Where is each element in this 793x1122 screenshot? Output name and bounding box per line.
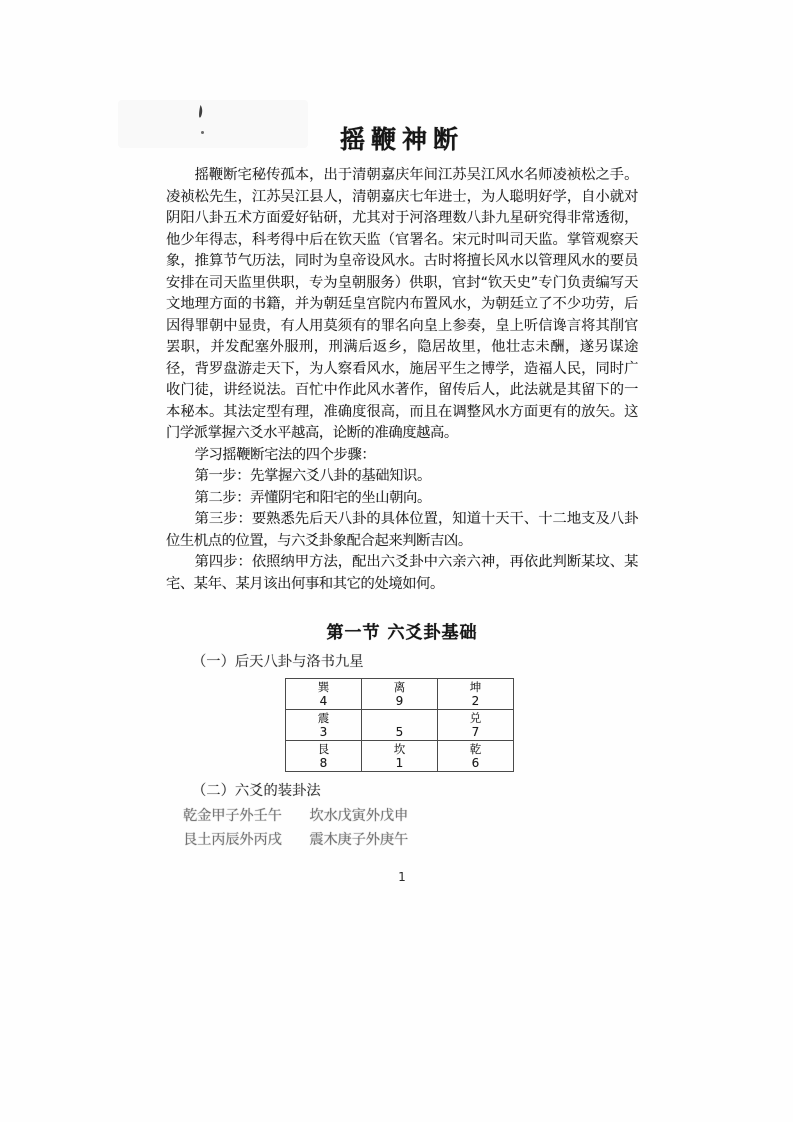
page-number: 1	[398, 870, 406, 884]
najia-formula: 震木庚子外庚午	[309, 832, 409, 848]
subsection-label-1: （一）后天八卦与洛书九星	[192, 654, 364, 670]
gua-number: 7	[471, 724, 480, 739]
subsection-label-2: （二）六爻的装卦法	[192, 783, 321, 799]
gua-name: 坤	[469, 679, 482, 694]
step-item-1: 第一步：先掌握六爻八卦的基础知识。	[194, 468, 431, 484]
gua-name: 离	[393, 679, 406, 694]
table-cell-li	[362, 679, 438, 710]
gua-name	[362, 712, 437, 725]
najia-line-2	[183, 833, 638, 848]
gua-number: 4	[319, 693, 328, 708]
table-cell-xun	[286, 679, 362, 710]
najia-formula: 坎水戊寅外戊申	[309, 808, 409, 824]
table-cell-kun	[438, 679, 514, 710]
section-heading: 第一节 六爻卦基础	[326, 623, 478, 643]
table-cell-gen	[286, 741, 362, 772]
gua-number: 9	[395, 693, 404, 708]
table-cell-kan	[362, 741, 438, 772]
gua-name: 兑	[469, 710, 482, 725]
page-title: 摇鞭神断	[339, 125, 464, 154]
najia-formula: 乾金甲子外壬午	[183, 808, 282, 824]
gua-number: 3	[319, 724, 328, 739]
table-row	[286, 710, 514, 741]
intro-paragraph: 摇鞭断宅秘传孤本，出于清朝嘉庆年间江苏吴江风水名师凌祯松之手。凌祯松先生，江苏吴江县人，清朝嘉庆七年进士，为人聪明好学，自小就对阴阳八卦五术方面爱好钻研，尤其对于河洛理数八卦九星研究得非常透彻，他少年得志，科考得中后在钦天监（官署名。宋元时叫司天监。掌管观察天象，推算节气历法，同时为皇帝设风水。古时将擅长风水以管理风水的要员安排在司天监里供职，专为皇朝服务）供职，官封“钦天史”专门负责编写天文地理方面的书籍，并为朝廷皇宫院内布置风水，为朝廷立了不少功劳，后因得罪朝中显贵，有人用莫须有的罪名向皇上参奏，皇上听信谗言将其削官罢职，并发配塞外服刑，刑满后返乡，隐居故里，他壮志未酬，遂另谋途径，背罗盘游走天下，为人察看风水，施居平生之博学，造福人民，同时广收门徒，讲经说法。百忙中作此风水著作，留传后人，此法就是其留下的一本秘本。其法定型有理，准确度很高，而且在调整风水方面更有的放矢。这门学派掌握六爻水平越高，论断的准确度越高。	[166, 167, 638, 441]
gua-name: 乾	[469, 741, 482, 756]
table-row	[286, 741, 514, 772]
luoshu-nine-star-table	[285, 678, 514, 772]
gua-number: 8	[319, 755, 328, 770]
table-row	[286, 679, 514, 710]
gua-number: 5	[395, 724, 404, 739]
body-text-block	[166, 165, 638, 595]
gua-name: 巽	[317, 679, 330, 694]
gua-name: 艮	[317, 741, 330, 756]
gua-number: 1	[395, 755, 404, 770]
gua-name: 坎	[393, 741, 406, 756]
steps-intro: 学习摇鞭断宅法的四个步骤：	[194, 446, 376, 463]
table-cell-qian	[438, 741, 514, 772]
step-item-3: 第三步：要熟悉先后天八卦的具体位置，知道十天干、十二地支及八卦位生机点的位置，与六爻卦象配合起来判断吉凶。	[166, 511, 638, 549]
najia-formula: 艮土丙辰外丙戌	[183, 832, 282, 848]
table-cell-dui	[438, 710, 514, 741]
page-content	[166, 120, 638, 884]
gua-name: 震	[317, 710, 330, 725]
step-item-2: 第二步：弄懂阴宅和阳宅的坐山朝向。	[194, 489, 431, 506]
table-cell-center	[362, 710, 438, 741]
gua-number: 2	[471, 693, 480, 708]
najia-line-1	[183, 809, 638, 824]
gua-number: 6	[471, 755, 480, 770]
najia-formula-block	[183, 809, 638, 848]
table-cell-zhen	[286, 710, 362, 741]
step-item-4: 第四步：依照纳甲方法，配出六爻卦中六亲六神，再依此判断某坟、某宅、某年、某月该出何事和其它的处境如何。	[166, 554, 638, 592]
